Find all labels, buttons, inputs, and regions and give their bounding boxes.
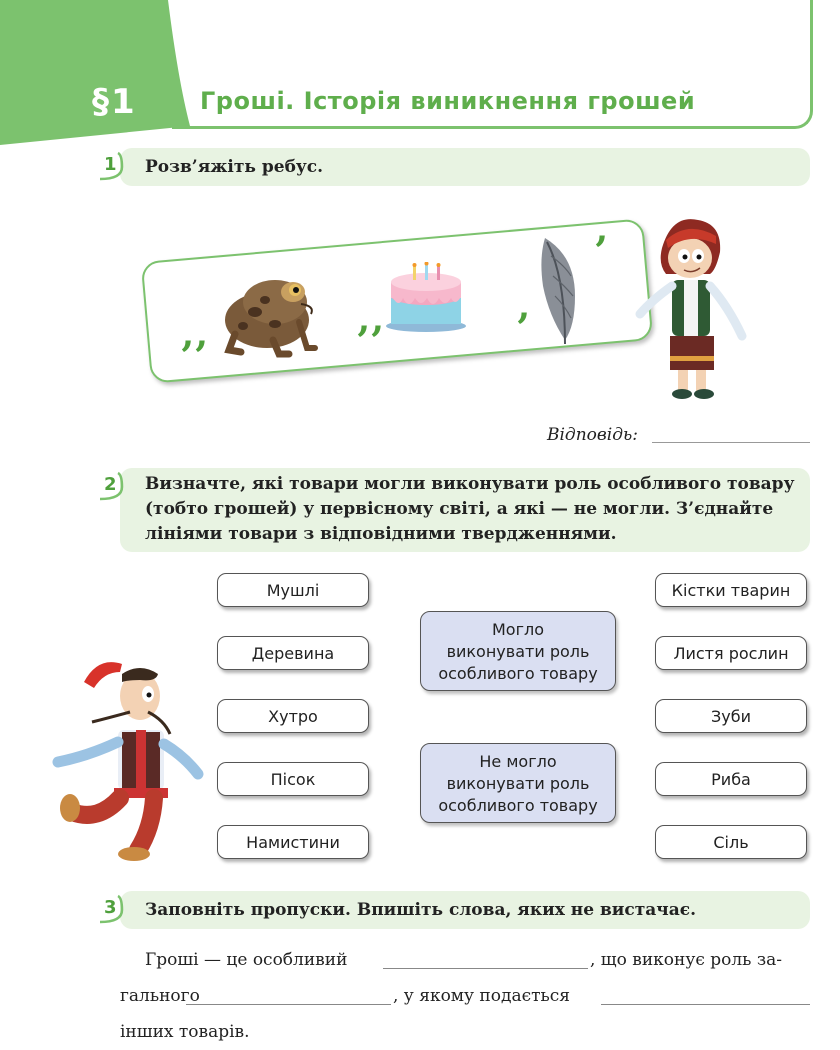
statement-can-line: особливого товару bbox=[438, 664, 598, 683]
fill-line-1-end: , що виконує роль за- bbox=[590, 950, 782, 970]
answer-label: Відповідь: bbox=[547, 425, 638, 445]
rebus-comma-4: ’ bbox=[594, 228, 608, 275]
rebus-comma-1: ’’ bbox=[180, 333, 208, 380]
paragraph-number: §1 bbox=[92, 82, 137, 122]
task3-number: 3 bbox=[104, 897, 117, 918]
right-item-lystia[interactable]: Листя рослин bbox=[655, 636, 807, 670]
statement-cannot-line: особливого товару bbox=[438, 796, 598, 815]
fill-line-3: інших товарів. bbox=[120, 1022, 250, 1042]
left-item-pisok[interactable]: Пісок bbox=[217, 762, 369, 796]
task1-badge bbox=[98, 151, 126, 183]
task1-instruction: Розв’яжіть ребус. bbox=[145, 157, 324, 177]
girl-character-image bbox=[632, 210, 757, 402]
statement-can-line: виконувати роль bbox=[446, 642, 590, 661]
left-item-khutro[interactable]: Хутро bbox=[217, 699, 369, 733]
statement-could-not-be-money[interactable] bbox=[420, 743, 616, 823]
blank-2[interactable] bbox=[186, 1004, 391, 1005]
right-item-zuby[interactable]: Зуби bbox=[655, 699, 807, 733]
statement-could-be-money[interactable] bbox=[420, 611, 616, 691]
statement-can-line: Могло bbox=[491, 620, 544, 639]
answer-input-line[interactable] bbox=[652, 442, 810, 443]
feather-image bbox=[535, 236, 581, 348]
task2-instruction-line-1: Визначте, які товари могли виконувати роль особливого товару bbox=[145, 474, 795, 494]
statement-cannot-line: виконувати роль bbox=[446, 774, 590, 793]
task2-badge bbox=[98, 471, 126, 503]
statement-cannot-line: Не могло bbox=[479, 752, 557, 771]
left-item-mushli[interactable]: Мушлі bbox=[217, 573, 369, 607]
page-title: Гроші. Історія виникнення грошей bbox=[200, 87, 696, 115]
task2-number: 2 bbox=[104, 474, 117, 495]
rebus-comma-3: ’ bbox=[516, 305, 530, 352]
cake-image bbox=[385, 262, 467, 334]
fill-line-1-start: Гроші — це особливий bbox=[145, 950, 348, 970]
left-item-derevyna[interactable]: Деревина bbox=[217, 636, 369, 670]
task3-badge bbox=[98, 894, 126, 926]
task3-instruction: Заповніть пропуски. Впишіть слова, яких не вистачає. bbox=[145, 900, 697, 920]
right-item-sil[interactable]: Сіль bbox=[655, 825, 807, 859]
fill-line-2-start: гального bbox=[120, 986, 200, 1006]
task1-number: 1 bbox=[104, 154, 117, 175]
fill-line-2-middle: , у якому подається bbox=[393, 986, 571, 1006]
right-item-ryba[interactable]: Риба bbox=[655, 762, 807, 796]
task2-instruction-line-3: лініями товари з відповідними твердженнями. bbox=[145, 524, 617, 544]
blank-1[interactable] bbox=[383, 968, 588, 969]
right-item-kistky[interactable]: Кістки тварин bbox=[655, 573, 807, 607]
header-green-tab bbox=[0, 0, 190, 145]
blank-3[interactable] bbox=[601, 1004, 810, 1005]
task2-instruction-line-2: (тобто грошей) у первісному світі, а які — не могли. З’єднайте bbox=[145, 499, 774, 519]
frog-image bbox=[215, 262, 320, 360]
left-item-namystyny[interactable]: Намистини bbox=[217, 825, 369, 859]
cossack-character-image bbox=[48, 652, 208, 864]
rebus-comma-2: ’’ bbox=[356, 318, 384, 365]
